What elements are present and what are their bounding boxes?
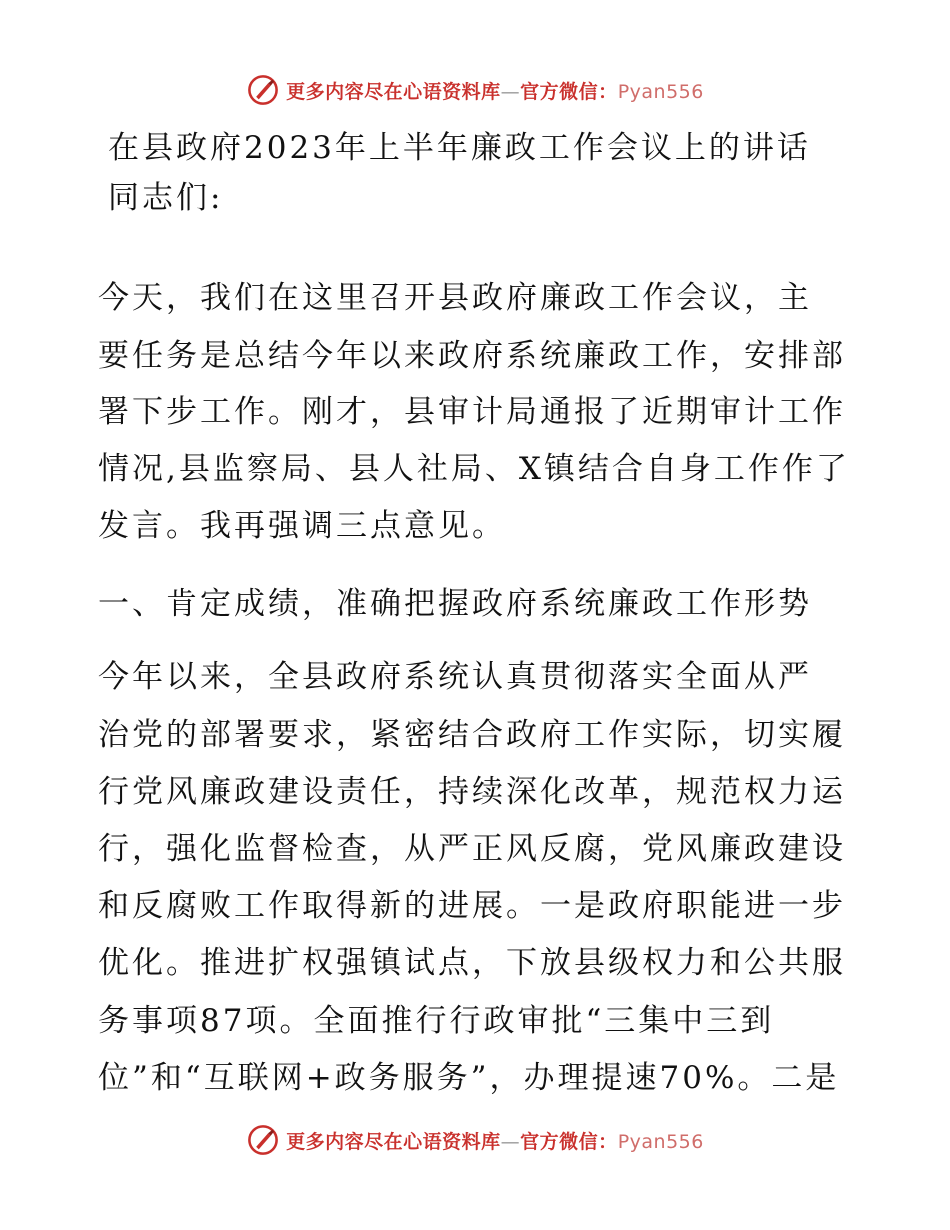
watermark-text (286, 1127, 704, 1154)
watermark-brand: 更多内容尽在心语资料库 (286, 1130, 501, 1153)
body-line: 情况,县监察局、县人社局、X镇结合自身工作作了 (98, 451, 850, 487)
footer-watermark (0, 1120, 950, 1160)
body-line: 治党的部署要求，紧密结合政府工作实际，切实履 (98, 717, 846, 753)
body-line: 行，强化监督检查，从严正风反腐，党风廉政建设 (98, 831, 846, 867)
header-watermark (0, 70, 950, 110)
watermark-account: Pyan556 (617, 80, 704, 103)
watermark-account: Pyan556 (617, 1130, 704, 1153)
body-line: 署下步工作。刚才，县审计局通报了近期审计工作 (98, 394, 846, 430)
pen-logo-icon (246, 73, 280, 107)
body-line: 行党风廉政建设责任，持续深化改革，规范权力运 (98, 774, 846, 810)
watermark-label: 官方微信： (520, 80, 618, 103)
body-line: 和反腐败工作取得新的进展。一是政府职能进一步 (98, 888, 846, 924)
watermark-label: 官方微信： (520, 1130, 618, 1153)
pen-logo-icon (246, 1123, 280, 1157)
body-line: 要任务是总结今年以来政府系统廉政工作，安排部 (98, 338, 846, 374)
body-line: 务事项87项。全面推行行政审批“三集中三到 (98, 1003, 775, 1039)
body-line: 今年以来，全县政府系统认真贯彻落实全面从严 (98, 659, 812, 695)
body-line: 发言。我再强调三点意见。 (98, 508, 506, 544)
body-line: 今天，我们在这里召开县政府廉政工作会议，主 (98, 280, 812, 316)
watermark-separator: — (500, 80, 521, 103)
watermark-brand: 更多内容尽在心语资料库 (286, 80, 501, 103)
watermark-text (286, 77, 704, 104)
body-line: 优化。推进扩权强镇试点，下放县级权力和公共服 (98, 945, 846, 981)
salutation: 同志们: (108, 180, 224, 216)
section-heading: 一、肯定成绩，准确把握政府系统廉政工作形势 (98, 586, 812, 622)
body-line: 位”和“互联网+政务服务”，办理提速70%。二是 (98, 1060, 840, 1096)
watermark-separator: — (500, 1130, 521, 1153)
document-title: 在县政府2023年上半年廉政工作会议上的讲话 (108, 130, 811, 166)
